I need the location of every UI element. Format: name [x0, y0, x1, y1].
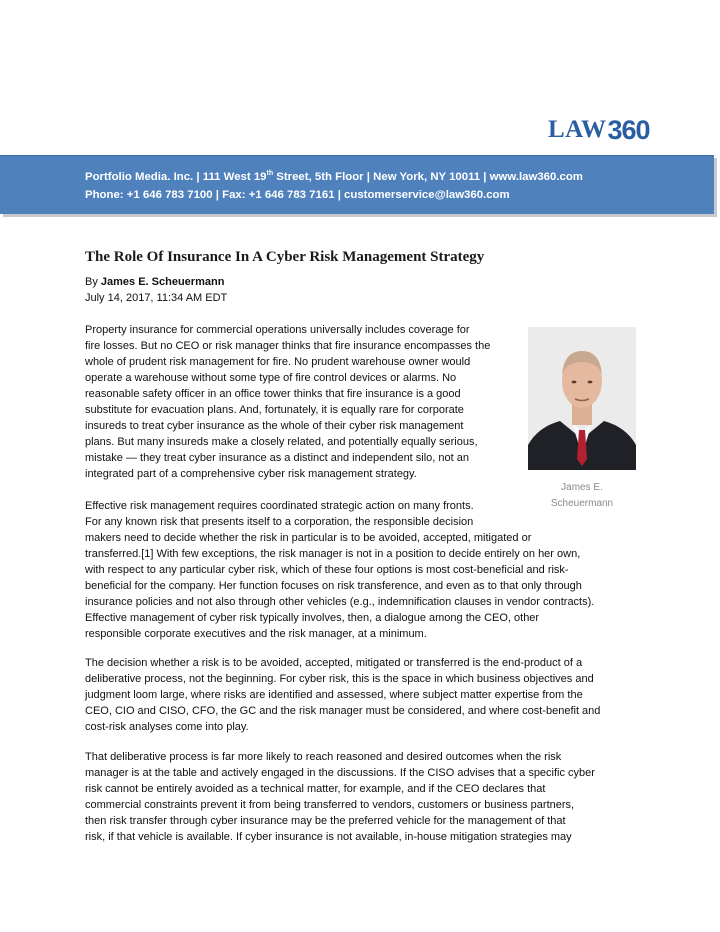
logo-text-law: LAW	[548, 116, 607, 143]
paragraph-line: makers need to decide whether the risk in particular is to be avoided, accepted, mitigated or	[85, 532, 532, 544]
law360-logo	[548, 113, 650, 147]
author-name: James E. Scheuermann	[100, 276, 225, 288]
paragraph-line: cost-risk analyses come into play.	[85, 721, 249, 733]
paragraph-line: then risk transfer through cyber insurance may be the preferred vehicle for the management of that	[85, 815, 566, 827]
paragraph-line: integrated part of a comprehensive cyber risk management strategy.	[85, 468, 417, 480]
publisher-contact: Phone: +1 646 783 7100 | Fax: +1 646 783 7161 | customerservice@law360.com	[85, 189, 510, 201]
paragraph-1	[85, 322, 490, 482]
paragraph-line: responsible corporate executives and the risk manager, at a minimum.	[85, 628, 427, 640]
paragraph-line: substitute for evacuation plans. And, fortunately, it is equally rare for corporate	[85, 404, 464, 416]
paragraph-line: operate a warehouse without some type of fire control devices or alarms. No	[85, 372, 457, 384]
paragraph-line: fire losses. But no CEO or risk manager thinks that fire insurance encompasses the	[85, 340, 491, 352]
paragraph-3	[85, 655, 600, 735]
article-date: July 14, 2017, 11:34 AM EDT	[85, 292, 228, 304]
paragraph-line: Effective risk management requires coordinated strategic action on many fronts.	[85, 500, 474, 512]
paragraph-line: reasonable safety officer in an office tower thinks that fire insurance is a good	[85, 388, 461, 400]
paragraph-line: insurance policies and not also through other vehicles (e.g., indemnification clauses in vendor contracts).	[85, 596, 595, 608]
paragraph-line: Property insurance for commercial operations universally includes coverage for	[85, 324, 470, 336]
paragraph-line: manager is at the table and actively engaged in the discussions. If the CISO advises that a specific cyber	[85, 767, 595, 779]
paragraph-line: The decision whether a risk is to be avoided, accepted, mitigated or transferred is the end-product of a	[85, 657, 583, 669]
paragraph-line: For any known risk that presents itself to a corporation, the responsible decision	[85, 516, 474, 528]
byline: By James E. Scheuermann	[85, 276, 225, 288]
paragraph-line: deliberative process, not the beginning. For cyber risk, this is the space in which business objectives and	[85, 673, 594, 685]
paragraph-line: Effective management of cyber risk typically involves, then, a dialogue among the CEO, other	[85, 612, 540, 624]
paragraph-line: insureds to treat cyber insurance as the whole of their cyber risk management	[85, 420, 464, 432]
paragraph-line: transferred.[1] With few exceptions, the risk manager is not in a position to decide entirely on her own,	[85, 548, 581, 560]
logo-text-360: 360	[607, 114, 650, 145]
paragraph-2	[85, 498, 594, 642]
paragraph-line: with respect to any particular cyber risk, which of these four options is most cost-beneficial and risk-	[85, 564, 569, 576]
paragraph-line: plans. But many insureds make a closely related, and potentially equally serious,	[85, 436, 478, 448]
paragraph-4	[85, 749, 595, 845]
paragraph-line: CEO, CIO and CISO, CFO, the GC and the risk manager must be considered, and where cost-benefit and	[85, 705, 601, 717]
paragraph-line: That deliberative process is far more likely to reach reasoned and desired outcomes when the risk	[85, 751, 562, 763]
paragraph-line: risk, if that vehicle is available. If cyber insurance is not available, in-house mitigation strategies may	[85, 831, 572, 843]
paragraph-line: whole of prudent risk management for fire. No prudent warehouse owner would	[85, 356, 471, 368]
publisher-address: Portfolio Media. Inc. | 111 West 19th Street, 5th Floor | New York, NY 10011 | www.law360.com	[85, 170, 583, 183]
paragraph-line: beneficial for the company. Her function focuses on risk transference, and even as to that only through	[85, 580, 582, 592]
paragraph-line: risk cannot be entirely avoided as a technical matter, for example, and if the CEO declares that	[85, 783, 546, 795]
paragraph-line: judgment loom large, where risks are identified and assessed, where subject matter expertise from the	[85, 689, 583, 701]
author-photo	[528, 327, 636, 470]
photo-caption: James E. Scheuermann	[550, 482, 614, 509]
paragraph-line: commercial constraints prevent it from being transferred to vendors, customers or business partners,	[85, 799, 575, 811]
article-title: The Role Of Insurance In A Cyber Risk Management Strategy	[85, 249, 485, 265]
publisher-banner	[0, 155, 714, 214]
paragraph-line: mistake — they treat cyber insurance as a distinct and independent silo, not an	[85, 452, 469, 464]
